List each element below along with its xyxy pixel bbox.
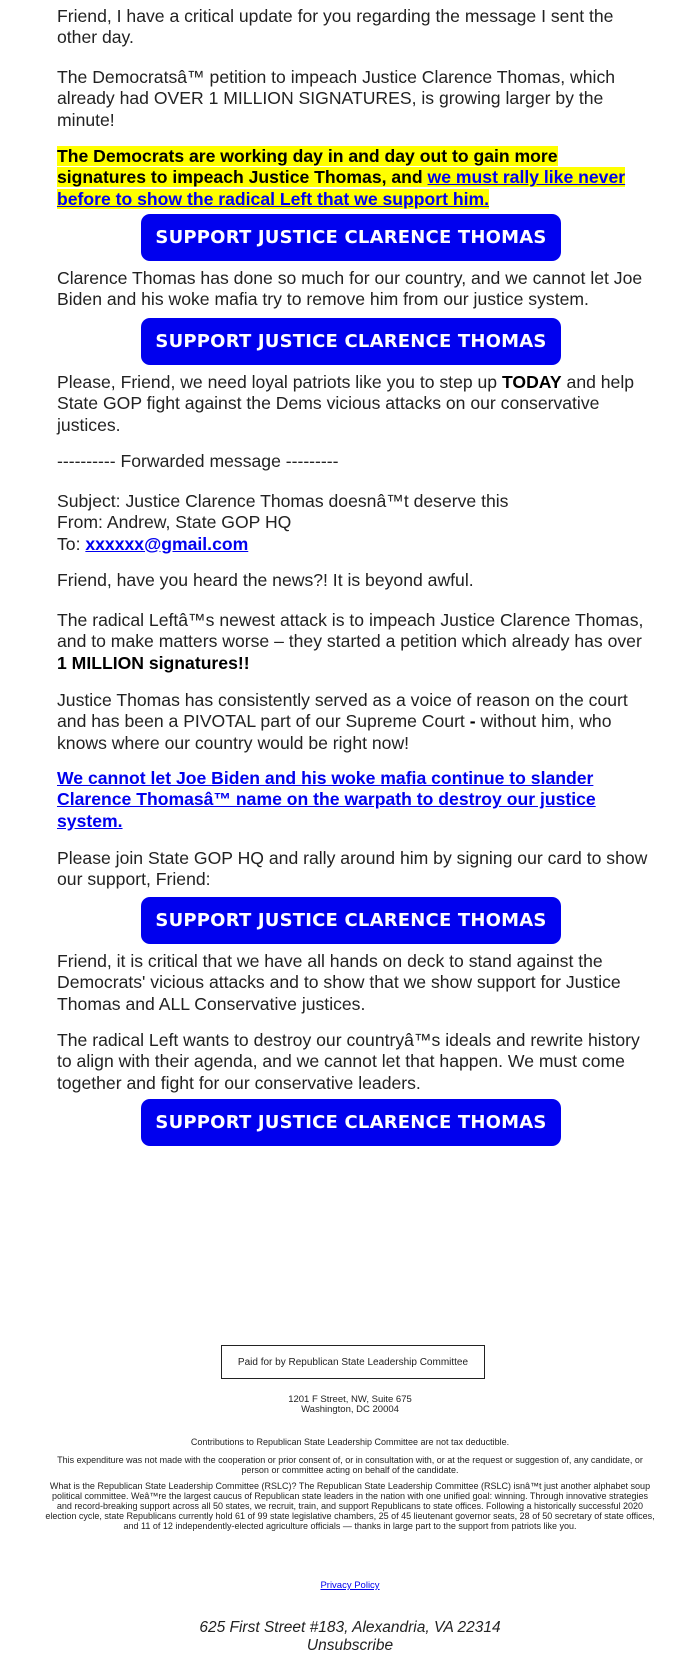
- expenditure-note: This expenditure was not made with the cooperation or prior consent of, or in consultation with, or at the request or suggestion of, any candidate, or person or committee acting on behalf of the candidate.: [57, 1455, 643, 1475]
- intro-text-1: Friend, I have a critical update for you regarding the message I sent the other day.: [57, 6, 614, 48]
- today-bold: TODAY: [501, 372, 562, 392]
- address-line-2: Washington, DC 20004: [301, 1404, 399, 1415]
- privacy-container: [0, 1575, 700, 1593]
- slander-link[interactable]: We cannot let Joe Biden and his woke mafia continue to slander Clarence Thomasâ™ name on the warpath to destroy our justice system.: [57, 768, 596, 831]
- rally-link[interactable]: we must rally like never before to show the radical Left that we support him.: [57, 167, 626, 209]
- address-line-1: 1201 F Street, NW, Suite 675: [288, 1394, 412, 1405]
- body-paragraph-1: Friend, have you heard the news?! It is beyond awful.: [57, 570, 474, 590]
- section2-paragraph-2: [57, 372, 649, 436]
- support-button-4[interactable]: SUPPORT JUSTICE CLARENCE THOMAS: [141, 1099, 561, 1146]
- to-label: To:: [57, 533, 86, 554]
- forwarded-headers: [57, 491, 649, 555]
- forwarded-from: From: Andrew, State GOP HQ: [57, 512, 292, 533]
- paid-for-box: [221, 1345, 485, 1379]
- intro-text-2: The Democratsâ™ petition to impeach Justice Clarence Thomas, which already had OVER 1 MILLION SIGNATURES, is growing larger by the minute!: [57, 67, 616, 130]
- body-paragraph-2: [57, 610, 649, 674]
- intro-paragraph-2: [57, 67, 649, 131]
- body-paragraph-4: Please join State GOP HQ and rally around him by signing our card to show our support, Friend:: [57, 848, 648, 890]
- about-rslc: What is the Republican State Leadership Committee (RSLC)? The Republican State Leadership Committee (RSLC) isnâ™t just another alphabet soup political committee. Weâ™re the largest caucus of Republican state leaders in the nation with one unified goal: winning. Through innovative strategies and record-breaking support across all 50 states, we recruit, train, and support Republicans to state offices. Following a historically successful 2020 election cycle, state Republicans currently hold 61 of 99 state legislative chambers, 25 of 45 lieutenant governor seats, 28 of 50 secretary of state offices, and 11 of 12 independently-elected agriculture officials — thanks in large part to the support from patriots like you.: [45, 1481, 655, 1531]
- body-text-3b: without him, who knows where our country would be right now!: [57, 711, 612, 753]
- section2-paragraph-1: [57, 268, 649, 311]
- body-paragraph-6: The radical Left wants to destroy our countryâ™s ideals and rewrite history to align with their agenda, and we cannot let that happen. We must come together and fight for our conservative leaders.: [57, 1030, 640, 1093]
- unsubscribe-container: [0, 1637, 700, 1655]
- slander-link-paragraph: [57, 768, 649, 832]
- committee-address: [0, 1395, 700, 1415]
- body-dash-bold: -: [469, 711, 476, 732]
- section2-text-2b: and help State GOP fight against the Dems vicious attacks on our conservative justices.: [57, 372, 635, 435]
- unsubscribe-link[interactable]: Unsubscribe: [306, 1637, 394, 1654]
- section2-text-2a: Please, Friend, we need loyal patriots like you to step up: [57, 372, 502, 392]
- forwarded-divider: ---------- Forwarded message ---------: [57, 451, 339, 471]
- body-paragraph-5: Friend, it is critical that we have all hands on deck to stand against the Democrats' vicious attacks and to show that we show support for Justice Thomas and ALL Conservative justices.: [57, 951, 621, 1014]
- support-button-1[interactable]: SUPPORT JUSTICE CLARENCE THOMAS: [141, 214, 561, 261]
- to-email-link[interactable]: xxxxxx@gmail.com: [85, 533, 249, 554]
- privacy-policy-link[interactable]: Privacy Policy: [320, 1580, 380, 1591]
- million-signatures-bold: 1 MILLION signatures!!: [57, 652, 250, 673]
- paid-for-text: Paid for by Republican State Leadership Committee: [237, 1356, 469, 1368]
- highlight-paragraph: [57, 146, 649, 210]
- body-text-2a: The radical Leftâ™s newest attack is to impeach Justice Clarence Thomas, and to make matters worse – they started a petition which already has over: [57, 610, 644, 652]
- body-text-3a: Justice Thomas has consistently served as a voice of reason on the court and has been a PIVOTAL part of our Supreme Court: [57, 690, 628, 732]
- body-paragraph-3: [57, 690, 649, 754]
- highlight-text: [57, 146, 625, 209]
- forwarded-subject: Subject: Justice Clarence Thomas doesnâ™t deserve this: [57, 491, 509, 511]
- section2-text-1: Clarence Thomas has done so much for our country, and we cannot let Joe Biden and his woke mafia try to remove him from our justice system.: [57, 268, 643, 310]
- support-button-3[interactable]: SUPPORT JUSTICE CLARENCE THOMAS: [141, 897, 561, 944]
- tax-note: Contributions to Republican State Leadership Committee are not tax deductible.: [190, 1437, 510, 1447]
- mailing-address: 625 First Street #183, Alexandria, VA 22314: [199, 1619, 501, 1636]
- support-button-2[interactable]: SUPPORT JUSTICE CLARENCE THOMAS: [141, 318, 561, 365]
- forwarded-to: [57, 534, 649, 555]
- highlight-bold-text: The Democrats are working day in and day out to gain more signatures to impeach Justice Thomas, and: [57, 146, 558, 188]
- intro-paragraph-1: [57, 6, 649, 49]
